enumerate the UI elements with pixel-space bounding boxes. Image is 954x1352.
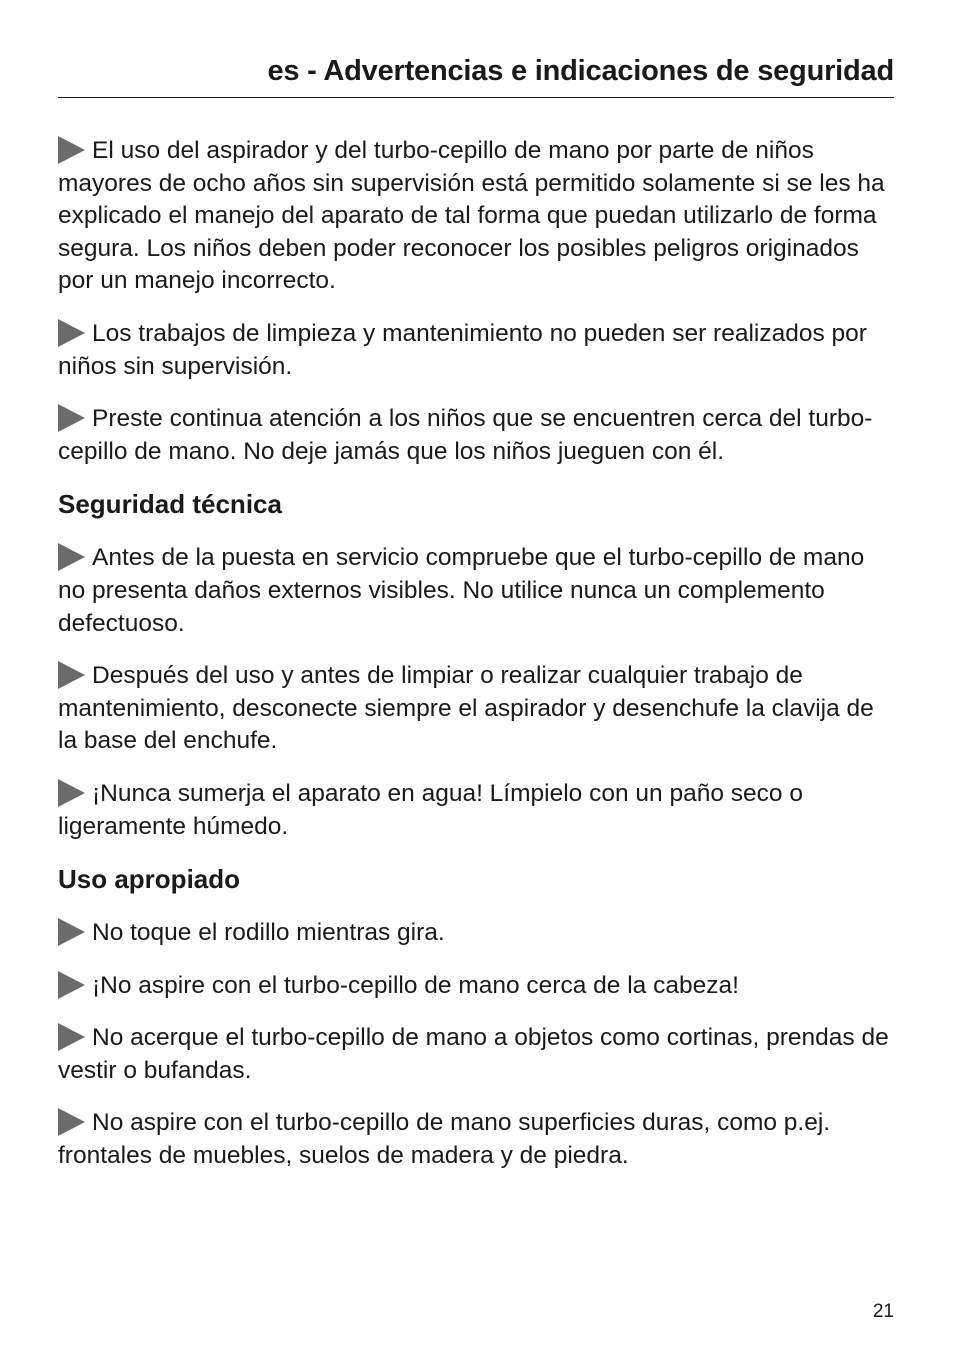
warning-text: El uso del aspirador y del turbo-cepillo de mano por parte de niños mayores de ocho años sin supervisión está permitido solamente si se les ha explicado el manejo del aparato de tal forma que puedan utilizarlo de forma segura. Los niños deben poder reconocer los posibles peligros originados por un manejo incorrecto. <box>58 137 885 295</box>
header-rule <box>58 97 894 98</box>
warning-item <box>58 135 894 298</box>
warning-triangle-icon <box>58 918 85 946</box>
warning-item <box>58 403 894 468</box>
warning-triangle-icon <box>58 971 85 999</box>
warning-item <box>58 778 894 843</box>
section-proper-use <box>58 863 894 1173</box>
warning-item <box>58 542 894 640</box>
warning-triangle-icon <box>58 543 85 571</box>
intro-warnings <box>58 135 894 468</box>
warning-triangle-icon <box>58 661 85 689</box>
warning-item <box>58 1022 894 1087</box>
section-heading: Seguridad técnica <box>58 489 282 520</box>
warning-triangle-icon <box>58 1023 85 1051</box>
warning-text: Después del uso y antes de limpiar o realizar cualquier trabajo de mantenimiento, desconecte siempre el aspirador y desenchufe la clavija de la base del enchufe. <box>58 662 874 755</box>
page-content <box>58 135 894 1193</box>
warning-triangle-icon <box>58 319 85 347</box>
warning-text: No acerque el turbo-cepillo de mano a objetos como cortinas, prendas de vestir o bufandas. <box>58 1024 889 1084</box>
warning-triangle-icon <box>58 1108 85 1136</box>
warning-triangle-icon <box>58 779 85 807</box>
warning-item <box>58 1107 894 1172</box>
section-heading: Uso apropiado <box>58 864 241 895</box>
page-header-title: es - Advertencias e indicaciones de seguridad <box>267 55 894 87</box>
warning-item <box>58 318 894 383</box>
warning-triangle-icon <box>58 404 85 432</box>
warning-text: Antes de la puesta en servicio compruebe que el turbo-cepillo de mano no presenta daños externos visibles. No utilice nunca un complemento defectuoso. <box>58 544 865 637</box>
warning-triangle-icon <box>58 136 85 164</box>
warning-item <box>58 917 894 950</box>
warning-text: ¡Nunca sumerja el aparato en agua! Límpielo con un paño seco o ligeramente húmedo. <box>58 779 803 840</box>
manual-page <box>58 0 894 1352</box>
warning-text: No aspire con el turbo-cepillo de mano superficies duras, como p.ej. frontales de muebles, suelos de madera y de piedra. <box>58 1109 831 1170</box>
page-number: 21 <box>872 1301 894 1322</box>
warning-item <box>58 660 894 758</box>
warning-text: Los trabajos de limpieza y mantenimiento no pueden ser realizados por niños sin supervisión. <box>58 319 867 380</box>
section-technical-safety <box>58 488 894 843</box>
warning-text: No toque el rodillo mientras gira. <box>92 919 445 947</box>
warning-text: Preste continua atención a los niños que se encuentren cerca del turbo-cepillo de mano. No deje jamás que los niños jueguen con él. <box>58 405 873 465</box>
warning-item <box>58 970 894 1003</box>
warning-text: ¡No aspire con el turbo-cepillo de mano cerca de la cabeza! <box>92 971 739 999</box>
